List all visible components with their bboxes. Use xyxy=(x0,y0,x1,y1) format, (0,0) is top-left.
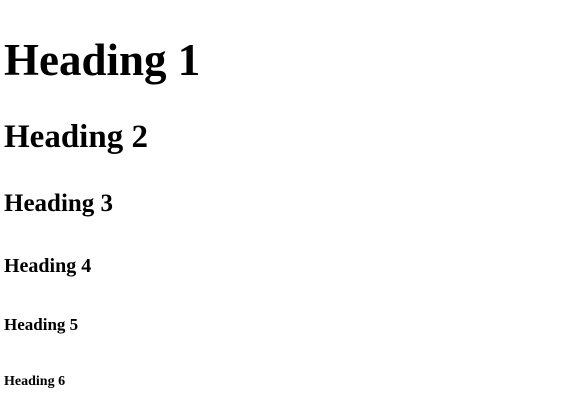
heading-2: Heading 2 xyxy=(4,119,148,155)
heading-5: Heading 5 xyxy=(4,315,79,334)
heading-6: Heading 6 xyxy=(4,374,66,389)
heading-4: Heading 4 xyxy=(4,255,92,277)
heading-3: Heading 3 xyxy=(4,190,114,217)
heading-1: Heading 1 xyxy=(4,35,201,85)
